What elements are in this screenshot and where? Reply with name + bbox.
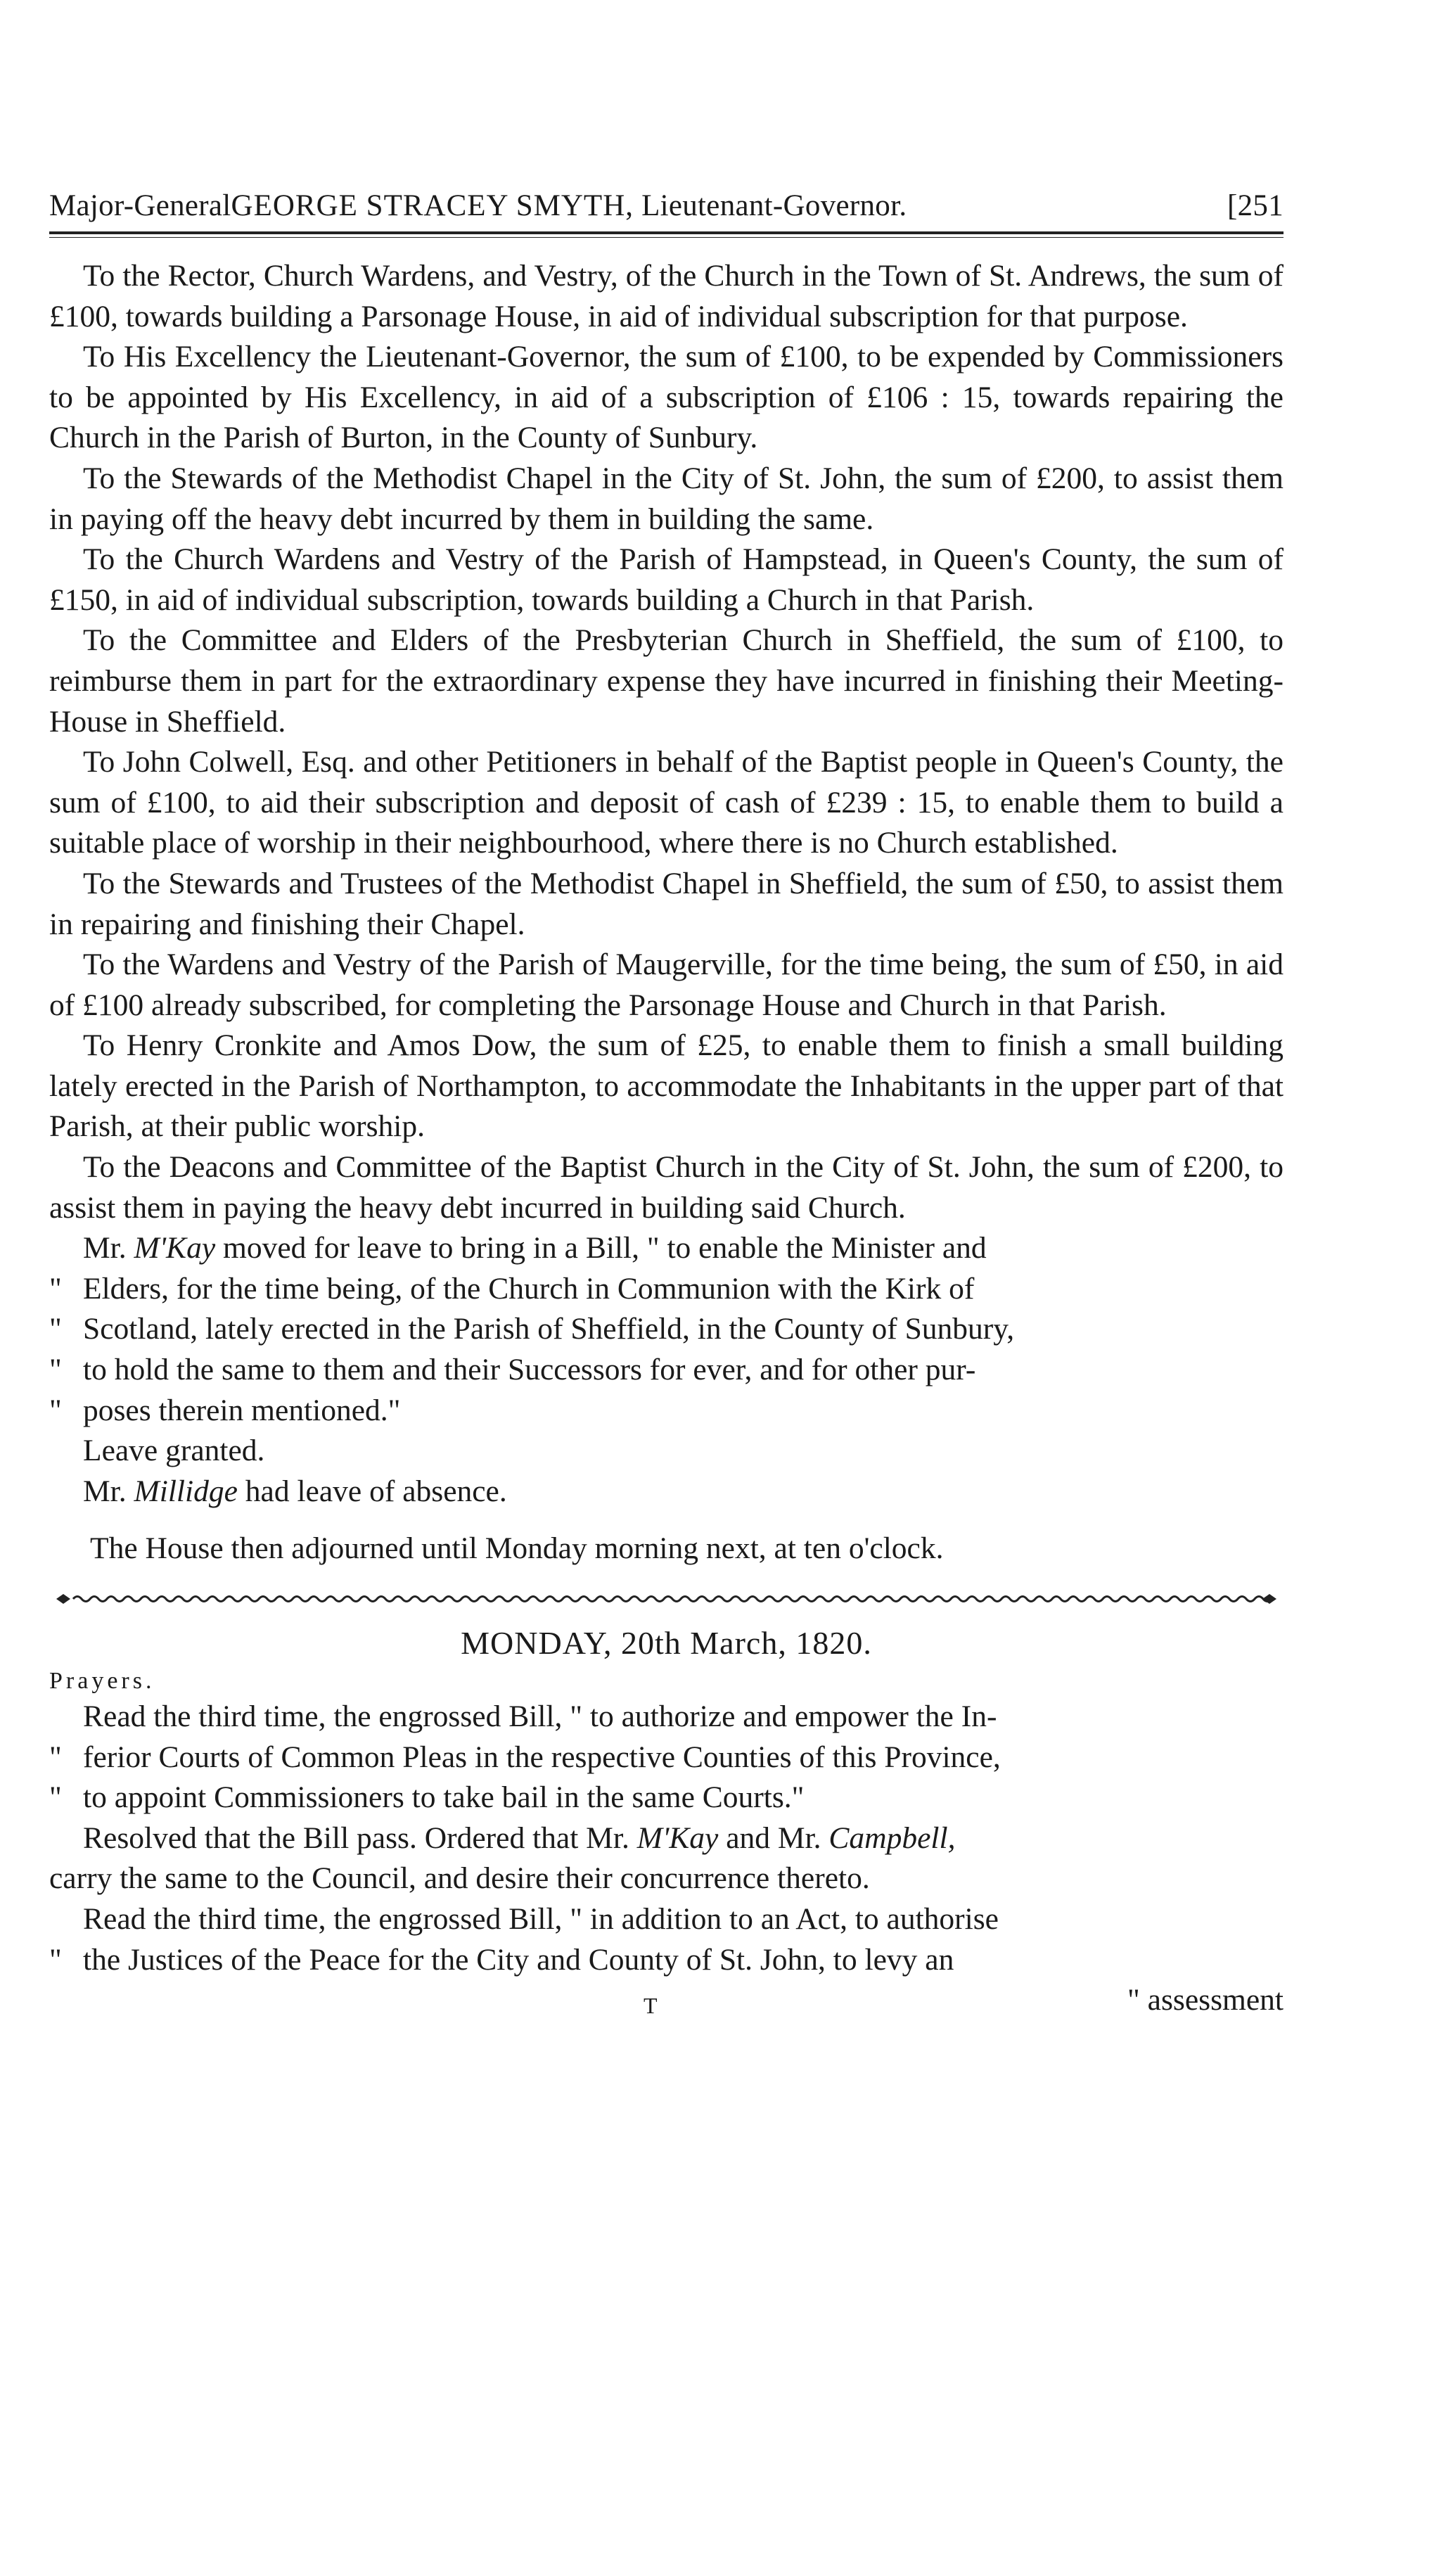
member-name: M'Kay <box>134 1231 216 1265</box>
bill-line: Read the third time, the engrossed Bill, " in addition to an Act, to authorise <box>83 1901 999 1936</box>
quote-mark: " <box>49 1312 62 1346</box>
ornament-wave-icon <box>49 1592 1284 1606</box>
motion-text: Elders, for the time being, of the Church in Communion with the Kirk of <box>83 1271 975 1306</box>
motion-line <box>49 1391 1284 1432</box>
paragraph: To the Committee and Elders of the Presbyterian Church in Sheffield, the sum of £100, to reimburse them in part for the extraordinary expense they have incurred in finishing their Meeting-House in Sheffield. <box>49 623 1284 739</box>
paragraph: To the Deacons and Committee of the Baptist Church in the City of St. John, the sum of £200, to assist them in paying the heavy debt incurred in building said Church. <box>49 1150 1284 1225</box>
motion-line <box>49 1350 1284 1391</box>
signature-mark: T <box>644 1993 658 2019</box>
leave-granted: Leave granted. <box>83 1434 265 1468</box>
bill-one <box>49 1697 1284 1818</box>
catchword: " assessment <box>1127 1983 1284 2017</box>
bill-line: Read the third time, the engrossed Bill, " to authorize and empower the In- <box>83 1700 997 1733</box>
adjournment: The House then adjourned until Monday morning next, at ten o'clock. <box>90 1531 944 1566</box>
catchline <box>49 1980 1284 2021</box>
absence-prefix: Mr. <box>83 1474 127 1508</box>
resolution-line: carry the same to the Council, and desire their concurrence thereto. <box>49 1861 870 1896</box>
page-number: [251 <box>1227 189 1284 222</box>
bill-text: to appoint Commissioners to take bail in the same Courts." <box>83 1780 805 1815</box>
running-head <box>49 189 1284 223</box>
bill-text: the Justices of the Peace for the City and County of St. John, to levy an <box>83 1942 954 1977</box>
paragraph: To the Stewards and Trustees of the Methodist Chapel in Sheffield, the sum of £50, to assist them in repairing and finishing their Chapel. <box>49 866 1284 941</box>
paragraph: To Henry Cronkite and Amos Dow, the sum of £25, to enable them to finish a small building lately erected in the Parish of Northampton, to accommodate the Inhabitants in the upper part of that Parish, at their public worship. <box>49 1028 1284 1144</box>
running-head-rank: Major-General <box>49 189 231 222</box>
quote-mark: " <box>49 1393 62 1427</box>
page <box>49 189 1284 2021</box>
bill-line <box>49 1940 1284 1981</box>
paragraph: To the Church Wardens and Vestry of the Parish of Hampstead, in Queen's County, the sum of £150, in aid of individual subscription, towards building a Church in that Parish. <box>49 542 1284 617</box>
running-head-title: Lieutenant-Governor. <box>641 189 907 222</box>
bill-line <box>49 1778 1284 1818</box>
paragraph: To the Stewards of the Methodist Chapel in the City of St. John, the sum of £200, to assist them in paying off the heavy debt incurred by them in building the same. <box>49 461 1284 536</box>
quote-mark: " <box>49 1740 62 1774</box>
paragraph: To the Rector, Church Wardens, and Vestry, of the Church in the Town of St. Andrews, the sum of £100, towards building a Parsonage House, in aid of individual subscription for that purpose. <box>49 259 1284 333</box>
ornament-rule <box>49 1592 1284 1606</box>
bill-line <box>49 1737 1284 1778</box>
resolution <box>49 1818 1284 1899</box>
resolution-text: and Mr. <box>726 1821 821 1855</box>
paragraph: To His Excellency the Lieutenant-Governor, the sum of £100, to be expended by Commissioners to be appointed by His Excellency, in aid of a subscription of £106 : 15, towards repairing the Church in the Parish of Burton, in the County of Sunbury. <box>49 340 1284 455</box>
absence-line <box>49 1472 1284 1512</box>
member-name: Millidge <box>134 1474 238 1508</box>
mckay-motion <box>49 1228 1284 1431</box>
day-heading: MONDAY, 20th March, 1820. <box>461 1625 872 1661</box>
appropriations <box>49 256 1284 1228</box>
prayers-label: Prayers. <box>49 1668 155 1694</box>
quote-mark: " <box>49 1353 62 1387</box>
motion-text: moved for leave to bring in a Bill, " to enable the Minister and <box>223 1231 987 1265</box>
absence-text: had leave of absence. <box>245 1474 507 1508</box>
motion-line <box>49 1228 1284 1269</box>
paragraph: To the Wardens and Vestry of the Parish of Maugerville, for the time being, the sum of £50, in aid of £100 already subscribed, for completing the Parsonage House and Church in that Parish. <box>49 948 1284 1022</box>
motion-text: to hold the same to them and their Successors for ever, and for other pur- <box>83 1353 976 1387</box>
bill-text: ferior Courts of Common Pleas in the respective Counties of this Province, <box>83 1740 1001 1774</box>
running-head-left <box>49 189 907 223</box>
motion-prefix: Mr. <box>83 1231 127 1265</box>
paragraph: To John Colwell, Esq. and other Petitioners in behalf of the Baptist people in Queen's County, the sum of £100, to aid their subscription and deposit of cash of £239 : 15, to enable them to build a suitable place of worship in their neighbourhood, where there is no Church established. <box>49 745 1284 860</box>
motion-line <box>49 1309 1284 1350</box>
bill-two <box>49 1899 1284 1980</box>
running-head-name: GEORGE STRACEY SMYTH, <box>231 189 634 222</box>
motion-line <box>49 1269 1284 1310</box>
resolution-text: Resolved that the Bill pass. Ordered that Mr. <box>83 1821 629 1855</box>
quote-mark: " <box>49 1942 62 1977</box>
resolution-line <box>49 1818 1284 1859</box>
member-name: Campbell, <box>828 1821 956 1855</box>
motion-text: Scotland, lately erected in the Parish of Sheffield, in the County of Sunbury, <box>83 1312 1015 1346</box>
member-name: M'Kay <box>636 1821 719 1855</box>
quote-mark: " <box>49 1780 62 1815</box>
motion-text: poses therein mentioned." <box>83 1393 401 1427</box>
header-rule <box>49 231 1284 238</box>
quote-mark: " <box>49 1271 62 1306</box>
